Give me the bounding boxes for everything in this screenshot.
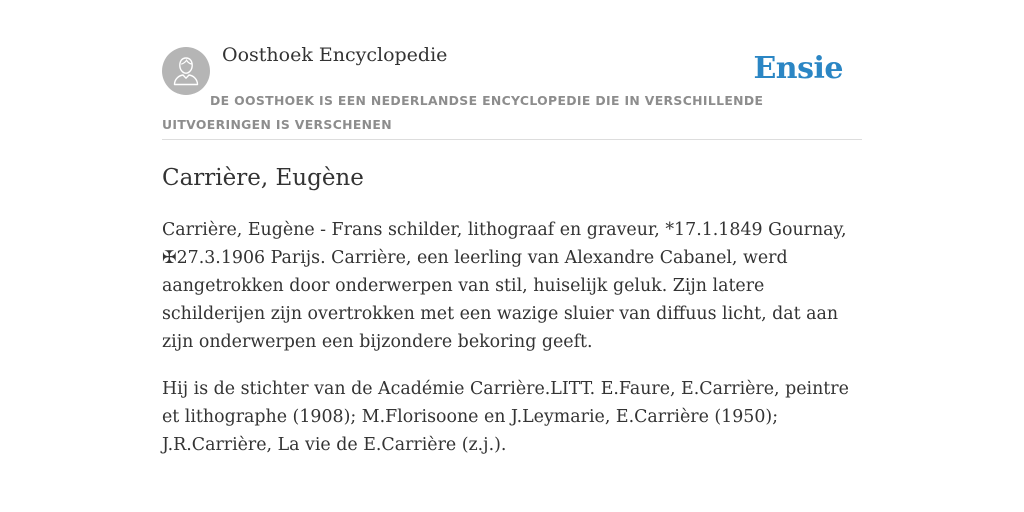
source-name[interactable]: Oosthoek Encyclopedie	[222, 44, 448, 66]
user-avatar-icon[interactable]	[162, 47, 210, 95]
article-paragraph: Carrière, Eugène - Frans schilder, lithograaf en graveur, *17.1.1849 Gournay, ✠27.3.1906 Parijs. Carrière, een leerling van Alexandre Cabanel, werd aangetrokken door onderwerpen van stil, huiselijk geluk. Zijn latere schilderijen zijn overtrokken met een wazige sluier van diffuus licht, dat aan zijn onderwerpen een bijzondere bekoring geeft.	[162, 220, 847, 352]
article-body	[162, 216, 862, 478]
header-divider	[162, 139, 862, 140]
article-paragraph: Hij is de stichter van de Académie Carrière.LITT. E.Faure, E.Carrière, peintre et lithographe (1908); M.Florisoone en J.Leymarie, E.Carrière (1950); J.R.Carrière, La vie de E.Carrière (z.j.).	[162, 379, 849, 455]
ensie-logo[interactable]: Ensie	[753, 51, 843, 86]
source-description: DE OOSTHOEK IS EEN NEDERLANDSE ENCYCLOPEDIE DIE IN VERSCHILLENDE UITVOERINGEN IS VERSCHENEN	[162, 93, 764, 132]
article-title: Carrière, Eugène	[162, 165, 364, 191]
